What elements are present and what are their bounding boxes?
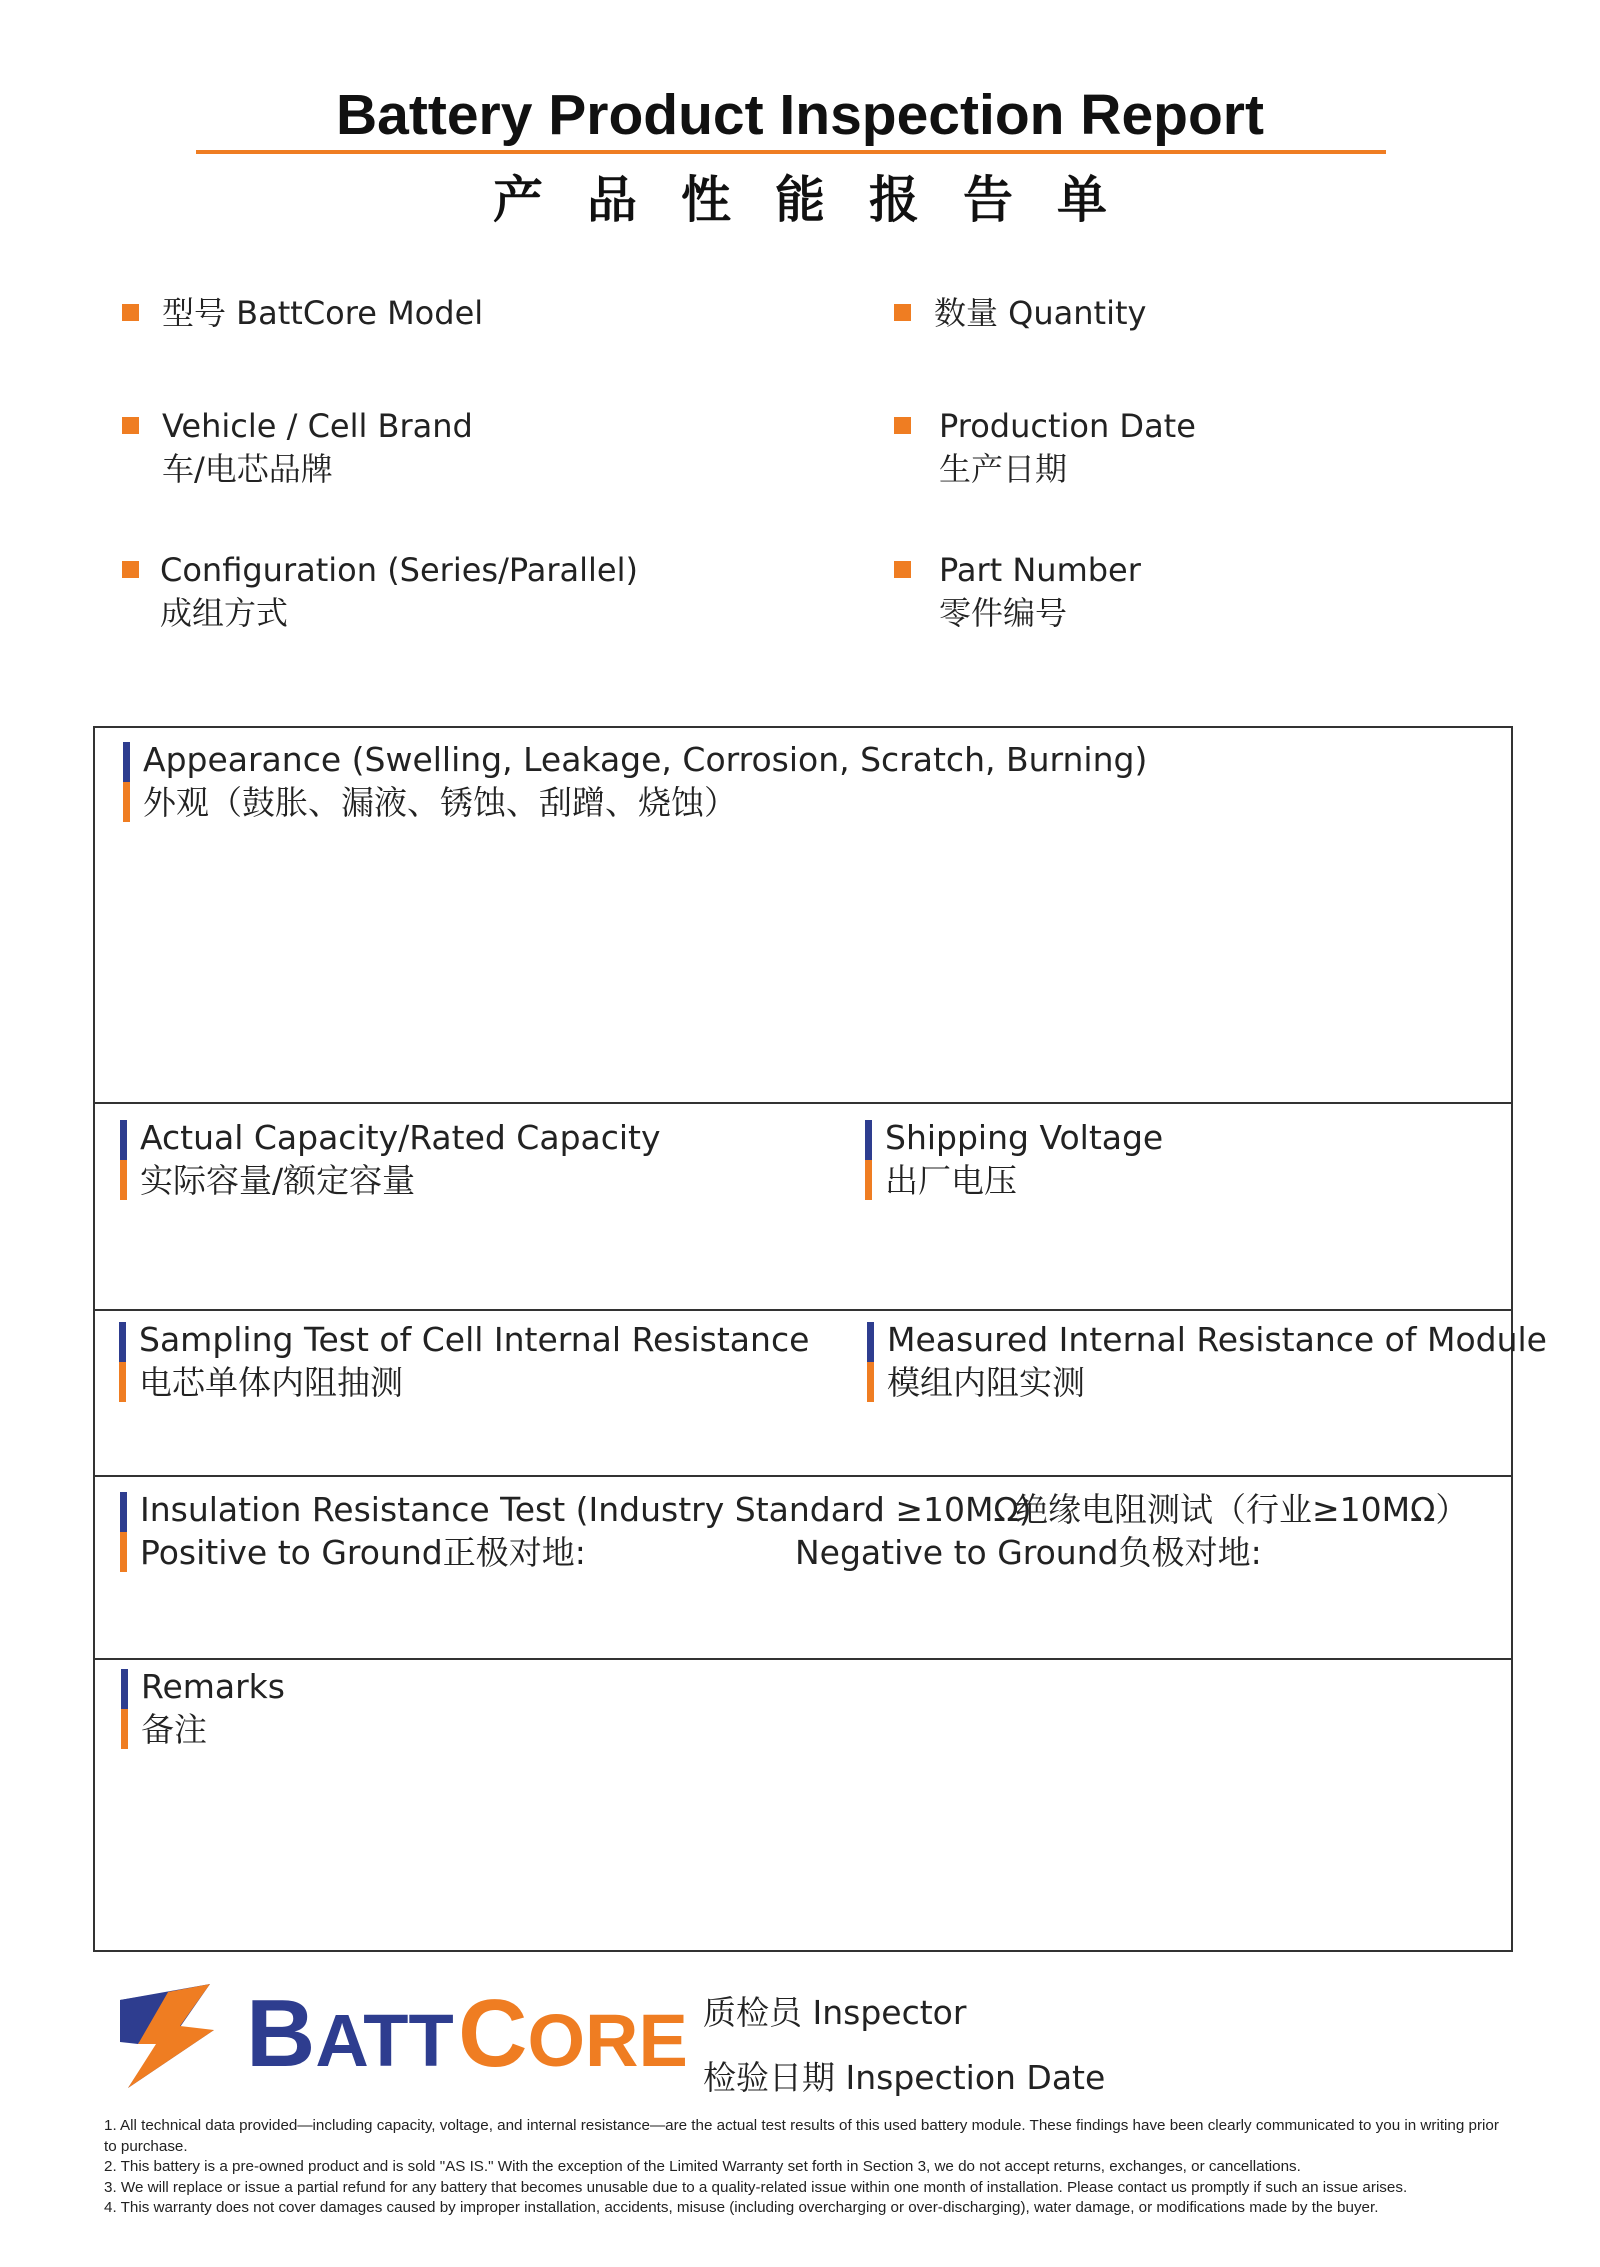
note-item: 4. This warranty does not cover damages caused by improper installation, accidents, misuse (including overcharging or over-discharging), water damage, or modifications made by the buyer. <box>104 2199 1379 2216</box>
section-remarks-zh: 备注 <box>141 1710 207 1749</box>
section-cell-resistance <box>139 1318 809 1404</box>
field-production-date-label-en: Production Date <box>939 407 1196 445</box>
bullet-icon <box>122 561 139 578</box>
section-cell-resistance-en: Sampling Test of Cell Internal Resistance <box>139 1320 810 1359</box>
insulation-title-row <box>140 1488 1469 1531</box>
section-insulation-en: Insulation Resistance Test (Industry Standard ≥10MΩ) <box>140 1490 1032 1529</box>
section-module-resistance-zh: 模组内阻实测 <box>887 1363 1085 1402</box>
note-item: 3. We will replace or issue a partial refund for any battery that becomes unusable due to a quality-related issue within one month of installation. Please contact us promptly if such an issue arises. <box>104 2178 1408 2196</box>
section-module-resistance <box>887 1318 1547 1404</box>
warranty-notes <box>104 2116 1504 2219</box>
section-capacity-en: Actual Capacity/Rated Capacity <box>140 1118 661 1157</box>
negative-to-ground-label: Negative to Ground负极对地: <box>795 1533 1262 1572</box>
report-title: Battery Product Inspection Report <box>336 83 1264 147</box>
field-part-number <box>939 549 1141 635</box>
logo-b: B <box>246 1980 316 2087</box>
section-voltage-en: Shipping Voltage <box>885 1118 1164 1157</box>
note-item: 2. This battery is a pre-owned product and is sold "AS IS." With the exception of the Limited Warranty set forth in Section 3, we do not accept returns, exchanges, or cancellations. <box>104 2158 1301 2175</box>
logo-wordmark <box>246 1980 688 2112</box>
section-insulation-zh: 绝缘电阻测试（行业≥10MΩ） <box>1015 1490 1469 1529</box>
section-remarks <box>141 1665 285 1751</box>
inspection-table <box>93 726 1547 1952</box>
section-appearance-zh: 外观（鼓胀、漏液、锈蚀、刮蹭、烧蚀） <box>143 783 737 822</box>
field-model-label: 型号 BattCore Model <box>162 294 484 332</box>
section-marker <box>865 1120 872 1200</box>
section-marker <box>120 1492 127 1572</box>
inspector-label: 质检员 Inspector <box>703 1993 967 2032</box>
field-brand-label-en: Vehicle / Cell Brand <box>162 407 473 445</box>
section-module-resistance-en: Measured Internal Resistance of Module <box>887 1320 1547 1359</box>
bullet-icon <box>122 304 139 321</box>
inspection-date-label: 检验日期 Inspection Date <box>703 2058 1106 2097</box>
section-marker <box>121 1669 128 1749</box>
field-configuration-label-en: Configuration (Series/Parallel) <box>160 551 638 589</box>
section-voltage <box>885 1116 1163 1202</box>
section-marker <box>867 1322 874 1402</box>
report-subtitle: 产品性能报告单 <box>493 171 1151 229</box>
section-voltage-zh: 出厂电压 <box>885 1161 1017 1200</box>
logo-att: ATT <box>315 1999 454 2082</box>
note-item: 1. All technical data provided—including capacity, voltage, and internal resistance—are the actual test results of this used battery module. These findings have been clearly communicated to you in writing prior to purchase. <box>104 2117 1499 2155</box>
field-production-date-label-zh: 生产日期 <box>939 450 1068 488</box>
bullet-icon <box>122 417 139 434</box>
insulation-measure-row <box>140 1531 1262 1574</box>
section-cell-resistance-zh: 电芯单体内阻抽测 <box>139 1363 403 1402</box>
table-divider <box>95 1475 1511 1477</box>
section-marker <box>119 1322 126 1402</box>
table-divider <box>95 1658 1511 1660</box>
section-capacity-zh: 实际容量/额定容量 <box>140 1161 416 1200</box>
lightning-bolt-icon <box>118 1982 218 2092</box>
bullet-icon <box>894 417 911 434</box>
field-part-number-label-en: Part Number <box>939 551 1141 589</box>
field-brand <box>162 405 473 491</box>
title-divider <box>196 150 1386 154</box>
battcore-logo <box>118 1978 688 2100</box>
section-appearance-en: Appearance (Swelling, Leakage, Corrosion, Scratch, Burning) <box>143 740 1148 779</box>
table-divider <box>95 1102 1511 1104</box>
section-marker <box>123 742 130 822</box>
field-model <box>162 292 483 335</box>
field-part-number-label-zh: 零件编号 <box>939 594 1068 632</box>
section-remarks-en: Remarks <box>141 1667 285 1706</box>
field-brand-label-zh: 车/电芯品牌 <box>162 450 333 488</box>
bullet-icon <box>894 561 911 578</box>
section-capacity <box>140 1116 661 1202</box>
section-insulation <box>140 1488 1469 1574</box>
field-configuration-label-zh: 成组方式 <box>160 594 289 632</box>
field-configuration <box>160 549 638 635</box>
bullet-icon <box>894 304 911 321</box>
field-production-date <box>939 405 1196 491</box>
field-quantity-label: 数量 Quantity <box>934 294 1147 332</box>
field-quantity <box>934 292 1146 335</box>
positive-to-ground-label: Positive to Ground正极对地: <box>140 1533 586 1572</box>
section-marker <box>120 1120 127 1200</box>
logo-ore: ORE <box>527 1999 688 2082</box>
section-appearance <box>143 738 1147 824</box>
logo-c: C <box>458 1980 528 2087</box>
table-divider <box>95 1309 1511 1311</box>
